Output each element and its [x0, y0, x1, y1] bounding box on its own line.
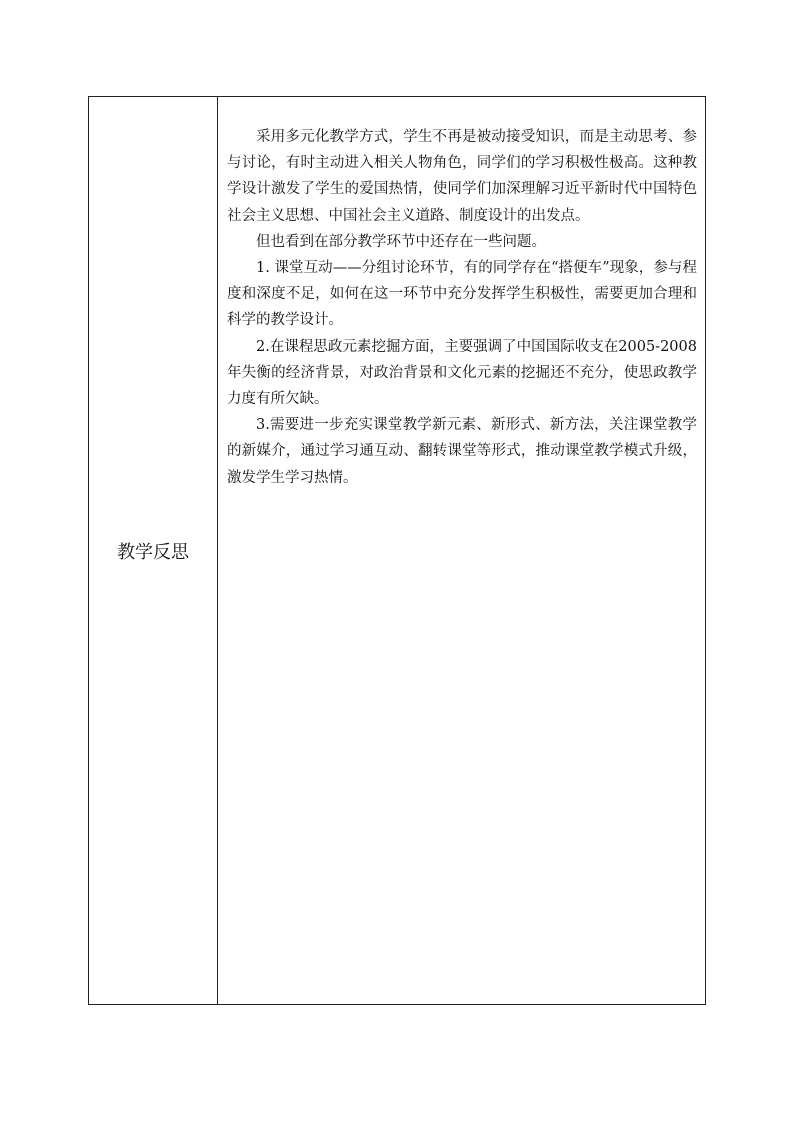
content-cell: [218, 97, 705, 1004]
row-label: 教学反思: [117, 541, 189, 563]
paragraph-issue-3: 3.需要进一步充实课堂教学新元素、新形式、新方法，关注课堂教学的新媒介，通过学习通互动、翻转课堂等形式，推动课堂教学模式升级，激发学生学习热情。: [227, 417, 697, 486]
reflection-table: [88, 96, 706, 1005]
label-cell: [89, 97, 218, 1004]
paragraph-problems-lead: 但也看到在部分教学环节中还存在一些问题。: [256, 233, 546, 250]
paragraph-issue-1: 1. 课堂互动——分组讨论环节，有的同学存在“搭便车”现象，参与程度和深度不足，如何在这一环节中充分发挥学生积极性，需要更加合理和科学的教学设计。: [227, 260, 697, 329]
paragraph-intro: 采用多元化教学方式，学生不再是被动接受知识，而是主动思考、参与讨论，有时主动进入相关人物角色，同学们的学习积极性极高。这种教学设计激发了学生的爱国热情，使同学们加深理解习近平新时代中国特色社会主义思想、中国社会主义道路、制度设计的出发点。: [227, 129, 697, 224]
paragraph-issue-2: 2.在课程思政元素挖掘方面，主要强调了中国国际收支在2005-2008年失衡的经济背景，对政治背景和文化元素的挖掘还不充分，使思政教学力度有所欠缺。: [227, 338, 697, 408]
